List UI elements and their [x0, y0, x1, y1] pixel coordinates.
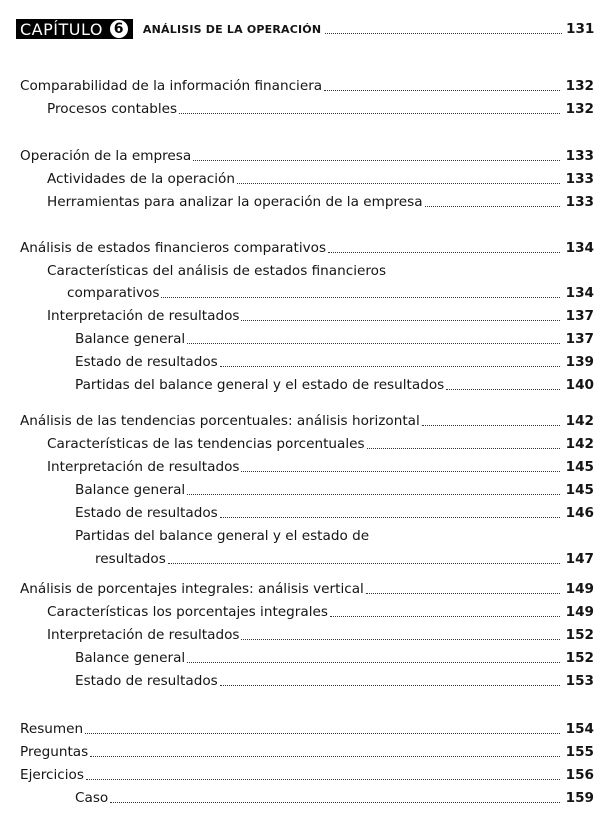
toc-entry-page: 152	[565, 627, 594, 643]
toc-entry-page: 142	[565, 436, 594, 452]
toc-entry[interactable]	[95, 550, 594, 568]
toc-entry-title: Análisis de porcentajes integrales: análisis vertical	[20, 581, 364, 597]
toc-entry-title: Características de las tendencias porcentuales	[47, 436, 365, 452]
dot-leader	[330, 616, 560, 617]
toc-entry-page: 142	[565, 413, 594, 429]
toc-entry-title: Estado de resultados	[75, 505, 218, 521]
toc-entry-title: Preguntas	[20, 744, 89, 760]
dot-leader	[241, 320, 560, 321]
dot-leader	[241, 639, 560, 640]
toc-entry-title: Características los porcentajes integrales	[47, 604, 328, 620]
toc-entry[interactable]	[20, 766, 594, 784]
toc-entry-page: 133	[565, 194, 594, 210]
toc-entry[interactable]	[75, 481, 594, 499]
toc-entry[interactable]	[47, 603, 594, 621]
dot-leader	[86, 779, 560, 780]
toc-entry-title: Estado de resultados	[75, 673, 218, 689]
toc-entry[interactable]	[47, 170, 594, 188]
toc-entry-page: 134	[565, 285, 594, 301]
dot-leader	[85, 733, 560, 734]
toc-entry[interactable]	[75, 353, 594, 371]
toc-entry-page: 140	[565, 377, 594, 393]
toc-entry-page: 137	[565, 308, 594, 324]
toc-entry-title: comparativos	[67, 285, 160, 301]
toc-entry-page: 149	[565, 604, 594, 620]
toc-entry-page: 155	[565, 744, 594, 760]
toc-entry-title: Estado de resultados	[75, 354, 218, 370]
toc-entry[interactable]	[47, 193, 594, 211]
toc-entry-title: Balance general	[75, 482, 186, 498]
toc-entry[interactable]	[20, 77, 594, 95]
dot-leader	[161, 297, 560, 298]
toc-entry-title-line1[interactable]: Partidas del balance general y el estado de	[75, 528, 370, 544]
toc-entry-title: Resumen	[20, 721, 84, 737]
toc-entry[interactable]	[47, 626, 594, 644]
toc-entry-title: Caso	[75, 790, 109, 806]
dot-leader	[422, 425, 560, 426]
toc-entry-page: 159	[565, 790, 594, 806]
toc-entry[interactable]	[75, 789, 594, 807]
dot-leader	[367, 448, 560, 449]
toc-entry[interactable]	[20, 147, 594, 165]
chapter-title: ANÁLISIS DE LA OPERACIÓN	[142, 22, 322, 36]
dot-leader	[90, 756, 560, 757]
chapter-label-box	[16, 19, 133, 39]
dot-leader	[237, 183, 560, 184]
dot-leader	[220, 517, 560, 518]
dot-leader	[110, 802, 560, 803]
dot-leader	[366, 593, 560, 594]
toc-entry[interactable]	[47, 100, 594, 118]
toc-entry[interactable]	[75, 376, 594, 394]
dot-leader	[193, 160, 560, 161]
toc-entry-title: Partidas del balance general y el estado de resultados	[75, 377, 445, 393]
toc-entry-title: Análisis de las tendencias porcentuales: análisis horizontal	[20, 413, 420, 429]
toc-entry-title: Interpretación de resultados	[47, 308, 240, 324]
toc-entry[interactable]	[20, 720, 594, 738]
toc-entry-page: 134	[565, 240, 594, 256]
toc-entry-title: Interpretación de resultados	[47, 459, 240, 475]
dot-leader	[328, 252, 560, 253]
toc-entry-title: Interpretación de resultados	[47, 627, 240, 643]
toc-entry-title: Balance general	[75, 650, 186, 666]
toc-entry-page: 147	[565, 551, 594, 567]
dot-leader	[220, 685, 560, 686]
toc-entry[interactable]	[75, 504, 594, 522]
chapter-word: CAPÍTULO	[20, 19, 103, 39]
toc-entry-title: Procesos contables	[47, 101, 178, 117]
toc-entry-page: 146	[565, 505, 594, 521]
dot-leader	[325, 33, 562, 34]
toc-entry-page: 149	[565, 581, 594, 597]
toc-entry-page: 137	[565, 331, 594, 347]
toc-entry-page: 139	[565, 354, 594, 370]
toc-entry[interactable]	[75, 672, 594, 690]
toc-entry[interactable]	[47, 458, 594, 476]
dot-leader	[425, 206, 560, 207]
dot-leader	[324, 90, 560, 91]
toc-entry-title: Actividades de la operación	[47, 171, 235, 187]
toc-entry[interactable]	[20, 580, 594, 598]
toc-entry-title: Balance general	[75, 331, 186, 347]
toc-entry-title: Herramientas para analizar la operación de la empresa	[47, 194, 423, 210]
dot-leader	[241, 471, 560, 472]
toc-entry-title: Análisis de estados financieros comparativos	[20, 240, 327, 256]
toc-entry-title: Ejercicios	[20, 767, 84, 783]
toc-entry[interactable]	[20, 412, 594, 430]
toc-entry-page: 145	[565, 459, 594, 475]
dot-leader	[179, 113, 560, 114]
toc-entry[interactable]	[20, 743, 594, 761]
toc-entry-page: 153	[565, 673, 594, 689]
toc-entry-title: Operación de la empresa	[20, 148, 192, 164]
toc-entry-page: 133	[565, 148, 594, 164]
dot-leader	[168, 563, 560, 564]
toc-entry[interactable]	[75, 330, 594, 348]
toc-entry-title-line1[interactable]: Características del análisis de estados financieros	[47, 263, 387, 279]
toc-entry-page: 154	[565, 721, 594, 737]
dot-leader	[446, 389, 560, 390]
toc-entry-page: 152	[565, 650, 594, 666]
toc-entry-page: 132	[565, 78, 594, 94]
toc-entry[interactable]	[67, 284, 594, 302]
toc-entry[interactable]	[20, 239, 594, 257]
toc-entry-page: 156	[565, 767, 594, 783]
toc-entry[interactable]	[47, 307, 594, 325]
chapter-number-badge: 6	[109, 19, 129, 39]
dot-leader	[187, 343, 560, 344]
toc-entry-page: 145	[565, 482, 594, 498]
dot-leader	[187, 662, 560, 663]
toc-entry[interactable]	[47, 435, 594, 453]
toc-entry[interactable]	[75, 649, 594, 667]
toc-entry-page: 132	[565, 101, 594, 117]
toc-entry-title: resultados	[95, 551, 166, 567]
chapter-header	[16, 18, 594, 40]
dot-leader	[220, 366, 560, 367]
toc-entry-title: Comparabilidad de la información financiera	[20, 78, 323, 94]
toc-entry-page: 133	[565, 171, 594, 187]
chapter-page: 131	[566, 21, 595, 37]
dot-leader	[187, 494, 560, 495]
